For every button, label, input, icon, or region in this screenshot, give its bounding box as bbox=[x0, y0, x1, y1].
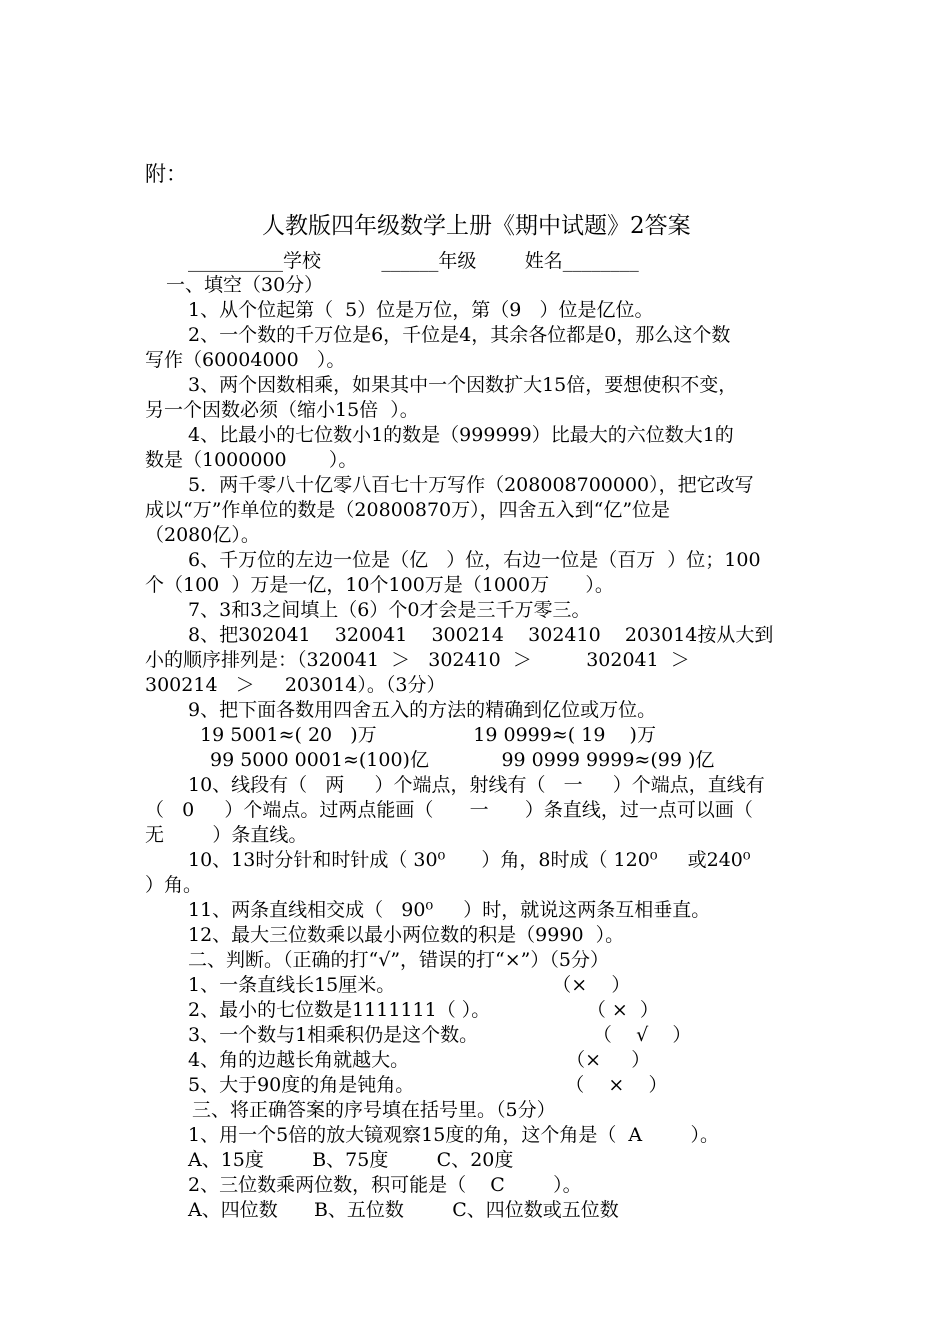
student-info-line: __________学校 ______年级 姓名________ bbox=[188, 250, 639, 272]
q1-3-b: 另一个因数必须（缩小15倍 ）。 bbox=[145, 399, 419, 421]
section-2-heading: 二、判断。（正确的打“√”，错误的打“×”）（5分） bbox=[188, 949, 609, 971]
q1-9: 9、把下面各数用四舍五入的方法的精确到亿位或万位。 bbox=[188, 699, 657, 721]
q3-2: 2、三位数乘两位数，积可能是（ C ）。 bbox=[188, 1174, 582, 1196]
q2-1: 1、一条直线长15厘米。 （× ） bbox=[188, 974, 631, 996]
q1-9-row1: 19 5001≈( 20 )万 19 0999≈( 19 )万 bbox=[200, 724, 656, 746]
q3-1: 1、用一个5倍的放大镜观察15度的角，这个角是（ A ）。 bbox=[188, 1124, 719, 1146]
q1-8-a: 8、把302041 320041 300214 302410 203014按从大到 bbox=[188, 624, 774, 646]
q3-1-options: A、15度 B、75度 C、20度 bbox=[188, 1149, 514, 1171]
q1-7: 7、3和3之间填上（6）个0才会是三千万零三。 bbox=[188, 599, 591, 621]
q2-4: 4、角的边越长角就越大。 （× ） bbox=[188, 1049, 651, 1071]
q1-11: 11、两条直线相交成（ 90⁰ ）时，就说这两条互相垂直。 bbox=[188, 899, 711, 921]
q1-10b-a: 10、13时分针和时针成（ 30⁰ ）角，8时成（ 120⁰ 或240⁰ bbox=[188, 849, 751, 871]
q1-6-a: 6、千万位的左边一位是（亿 ）位，右边一位是（百万 ）位；100 bbox=[188, 549, 761, 571]
q1-10-b: （ 0 ）个端点。过两点能画（ 一 ）条直线，过一点可以画（ bbox=[145, 799, 753, 821]
q1-8-c: 300214 ＞ 203014）。（3分） bbox=[145, 674, 446, 696]
q1-6-b: 个（100 ）万是一亿，10个100万是（1000万 ）。 bbox=[145, 574, 614, 596]
q1-9-row2: 99 5000 0001≈(100)亿 99 0999 9999≈(99 )亿 bbox=[210, 749, 715, 771]
q1-5-a: 5．两千零八十亿零八百七十万写作（208008700000），把它改写 bbox=[188, 474, 754, 496]
q1-10b-b: ）角。 bbox=[145, 874, 203, 896]
q1-12: 12、最大三位数乘以最小两位数的积是（9990 ）。 bbox=[188, 924, 625, 946]
q2-3: 3、一个数与1相乘积仍是这个数。 （ √ ） bbox=[188, 1024, 692, 1046]
q3-2-options: A、四位数 B、五位数 C、四位数或五位数 bbox=[188, 1199, 619, 1221]
section-1-heading: 一、填空（30分） bbox=[166, 274, 324, 296]
q1-10-c: 无 ）条直线。 bbox=[145, 824, 308, 846]
page-title: 人教版四年级数学上册《期中试题》2答案 bbox=[262, 213, 691, 239]
section-3-heading: 三、将正确答案的序号填在括号里。（5分） bbox=[192, 1099, 556, 1121]
q1-4-b: 数是（1000000 ）。 bbox=[145, 449, 358, 471]
appendix-label: 附： bbox=[145, 162, 187, 186]
q1-2-a: 2、一个数的千万位是6，千位是4，其余各位都是0，那么这个数 bbox=[188, 324, 731, 346]
q1-4-a: 4、比最小的七位数小1的数是（999999）比最大的六位数大1的 bbox=[188, 424, 734, 446]
q2-5: 5、大于90度的角是钝角。 （ × ） bbox=[188, 1074, 668, 1096]
q1-10-a: 10、线段有（ 两 ）个端点，射线有（ 一 ）个端点，直线有 bbox=[188, 774, 765, 796]
q1-5-c: （2080亿）。 bbox=[145, 524, 260, 546]
q1-3-a: 3、两个因数相乘，如果其中一个因数扩大15倍，要想使积不变， bbox=[188, 374, 738, 396]
q1-1: 1、从个位起第（ 5）位是万位，第（9 ）位是亿位。 bbox=[188, 299, 654, 321]
q2-2: 2、最小的七位数是1111111（ ）。 （ × ） bbox=[188, 999, 659, 1021]
q1-5-b: 成以“万”作单位的数是（20800870万），四舍五入到“亿”位是 bbox=[145, 499, 671, 521]
q1-2-b: 写作（60004000 ）。 bbox=[145, 349, 346, 371]
q1-8-b: 小的顺序排列是：（320041 ＞ 302410 ＞ 302041 ＞ bbox=[145, 649, 690, 671]
